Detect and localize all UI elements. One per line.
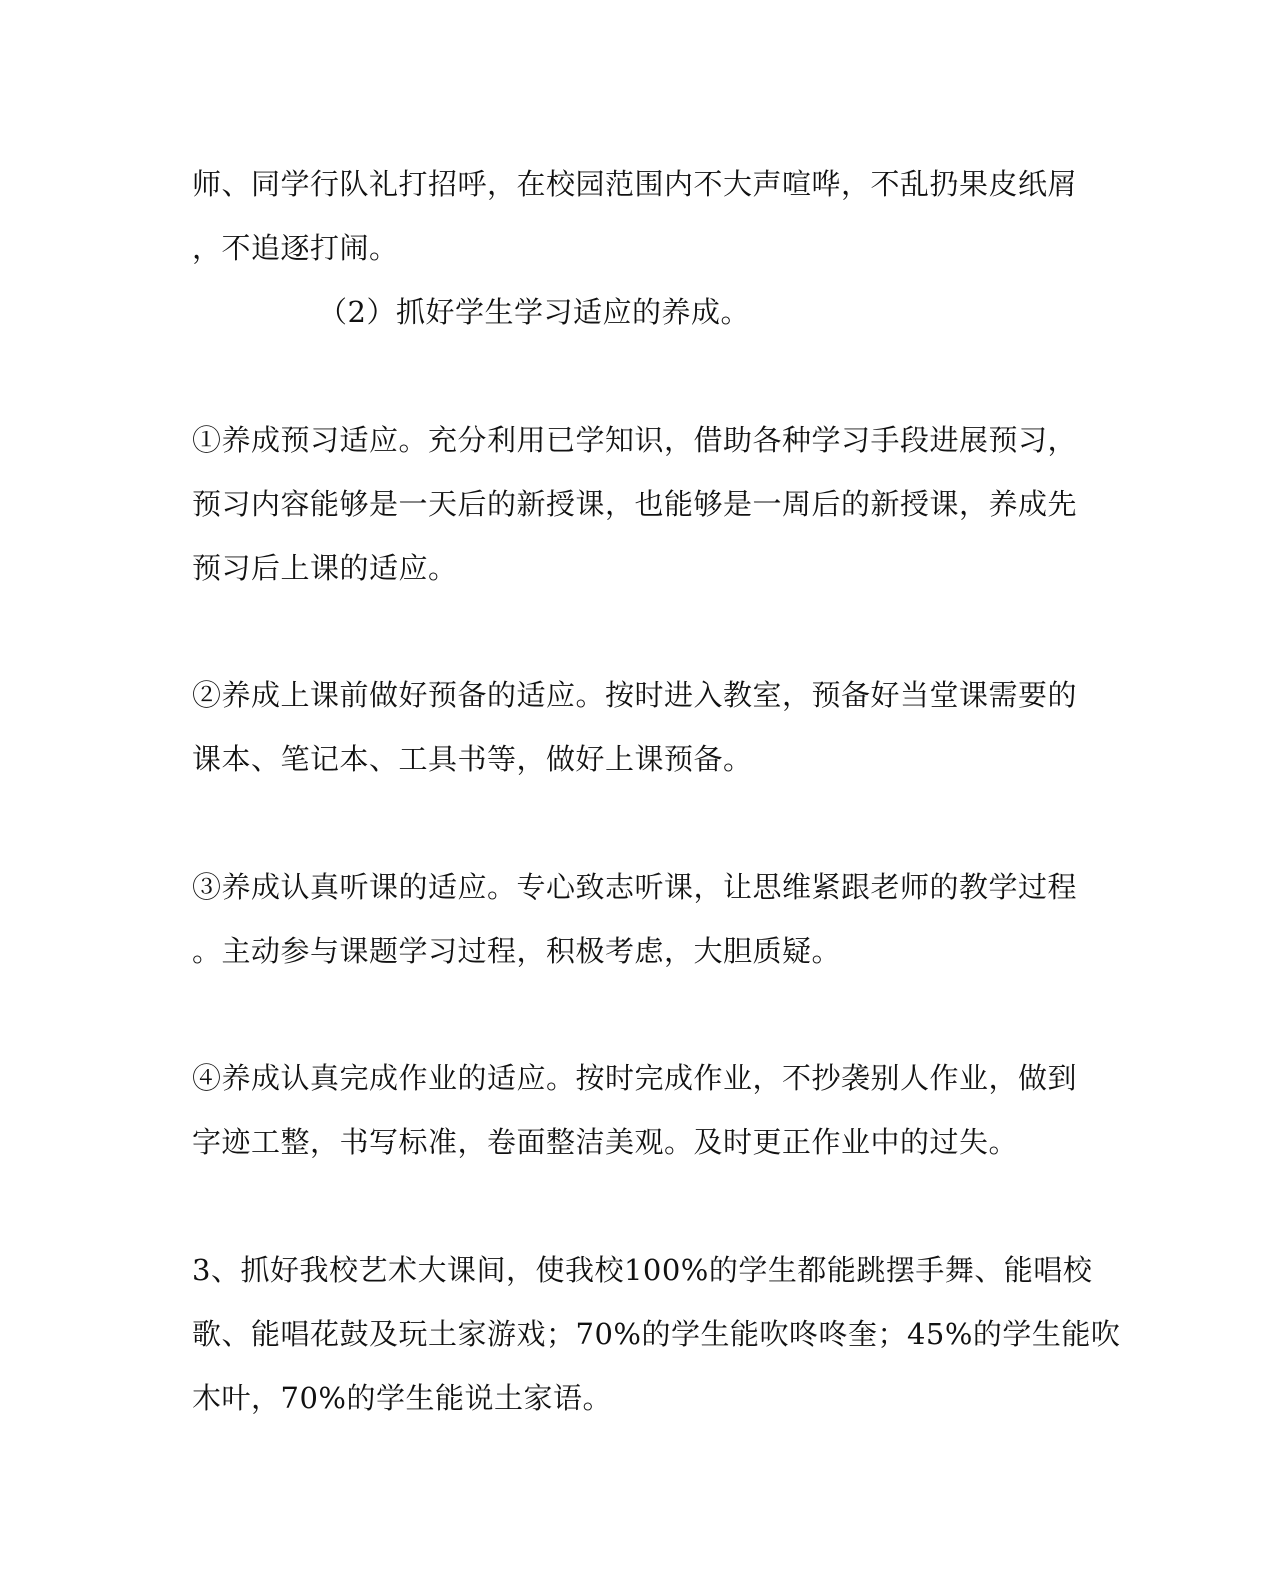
text-line: ，不追逐打闹。 [192, 231, 399, 265]
section-heading: （2）抓好学生学习适应的养成。 [318, 295, 750, 329]
text-line: 。主动参与课题学习过程，积极考虑，大胆质疑。 [192, 934, 842, 968]
text-line: 木叶，70%的学生能说土家语。 [192, 1381, 612, 1415]
text-line: ①养成预习适应。充分利用已学知识，借助各种学习手段进展预习， [192, 423, 1078, 457]
text-line: 预习内容能够是一天后的新授课，也能够是一周后的新授课，养成先 [192, 487, 1078, 521]
text-line: 3、抓好我校艺术大课间，使我校100%的学生都能跳摆手舞、能唱校 [192, 1253, 1093, 1287]
text-line: ②养成上课前做好预备的适应。按时进入教室，预备好当堂课需要的 [192, 678, 1078, 712]
text-line: 字迹工整，书写标准，卷面整洁美观。及时更正作业中的过失。 [192, 1125, 1019, 1159]
text-line: ④养成认真完成作业的适应。按时完成作业，不抄袭别人作业，做到 [192, 1061, 1078, 1095]
text-line: 歌、能唱花鼓及玩土家游戏；70%的学生能吹咚咚奎；45%的学生能吹 [192, 1317, 1121, 1351]
text-line: ③养成认真听课的适应。专心致志听课，让思维紧跟老师的教学过程 [192, 870, 1078, 904]
text-line: 预习后上课的适应。 [192, 551, 458, 585]
text-line: 师、同学行队礼打招呼，在校园范围内不大声喧哗，不乱扔果皮纸屑 [192, 167, 1078, 201]
text-line: 课本、笔记本、工具书等，做好上课预备。 [192, 742, 753, 776]
